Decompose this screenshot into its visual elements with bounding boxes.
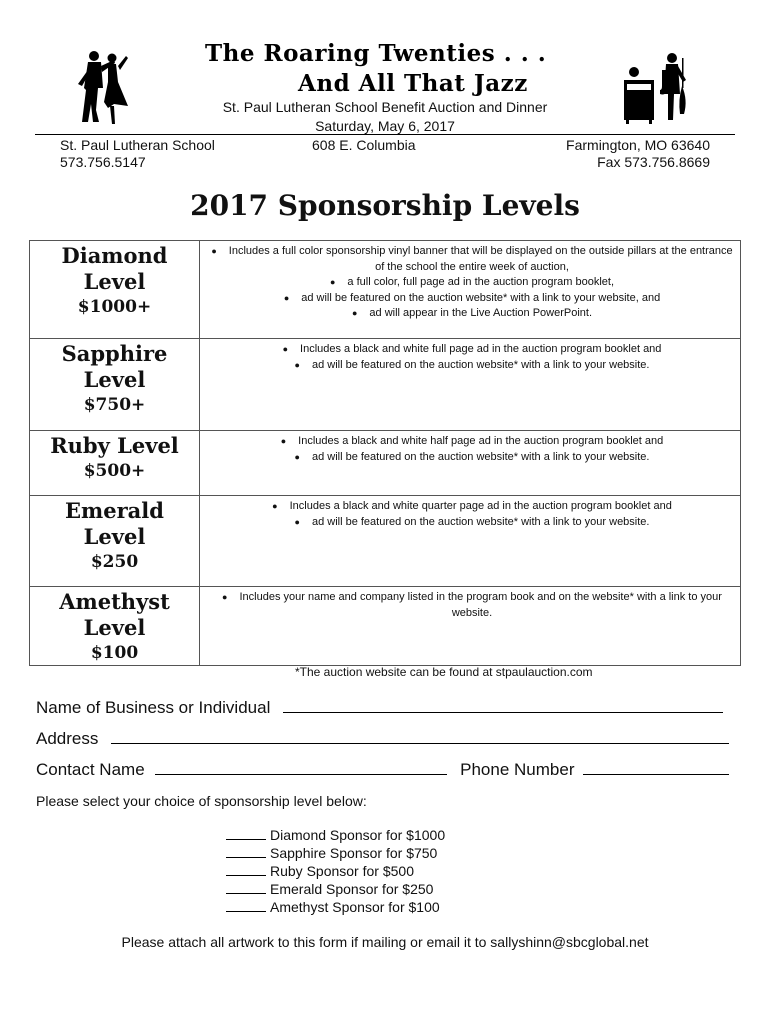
list-item: ● a full color, full page ad in the auction program booklet, bbox=[329, 276, 615, 288]
choice-blank[interactable] bbox=[226, 839, 266, 840]
table-row bbox=[30, 496, 741, 587]
dancing-couple-icon bbox=[74, 48, 130, 126]
page-title: 2017 Sponsorship Levels bbox=[190, 189, 580, 222]
sponsor-choice-ruby[interactable]: Ruby Sponsor for $500 bbox=[226, 862, 445, 880]
footer-instructions: Please attach all artwork to this form if mailing or email it to sallyshinn@sbcglobal.net bbox=[121, 934, 649, 950]
school-city: Farmington, MO 63640 bbox=[566, 137, 710, 153]
level-description bbox=[200, 339, 741, 431]
level-name: Diamond Level bbox=[61, 243, 168, 294]
list-item: ● Includes a full color sponsorship vinyl banner that will be displayed on the outside pillars at the entrance of the school the entire week of auction, bbox=[211, 245, 733, 273]
table-row bbox=[30, 339, 741, 431]
phone-line[interactable] bbox=[583, 773, 729, 775]
level-name: Amethyst Level bbox=[59, 589, 170, 640]
list-item: ● Includes a black and white half page ad in the auction program booklet and bbox=[280, 435, 664, 447]
choice-blank[interactable] bbox=[226, 893, 266, 894]
level-price: $750+ bbox=[83, 395, 146, 415]
address-label: Address bbox=[36, 729, 99, 748]
level-description bbox=[200, 431, 741, 496]
event-title-line2: And All That Jazz bbox=[298, 70, 528, 97]
choice-blank[interactable] bbox=[226, 911, 266, 912]
contact-name-line[interactable] bbox=[155, 773, 447, 775]
address-line[interactable] bbox=[111, 742, 729, 744]
list-item: ● ad will appear in the Live Auction PowerPoint. bbox=[351, 307, 592, 319]
sponsor-choice-list bbox=[226, 826, 445, 916]
website-note: *The auction website can be found at stpaulauction.com bbox=[295, 665, 593, 679]
sponsor-choice-amethyst[interactable]: Amethyst Sponsor for $100 bbox=[226, 898, 445, 916]
sponsorship-levels-table bbox=[29, 240, 741, 666]
list-item: ● ad will be featured on the auction website* with a link to your website. bbox=[294, 515, 650, 528]
list-item: ● ad will be featured on the auction website* with a link to your website. bbox=[294, 358, 650, 371]
level-description bbox=[200, 241, 741, 339]
business-name-label: Name of Business or Individual bbox=[36, 698, 271, 717]
level-name: Sapphire Level bbox=[61, 341, 168, 392]
list-item: ● Includes a black and white quarter page ad in the auction program booklet and bbox=[272, 500, 672, 512]
table-row bbox=[30, 431, 741, 496]
choice-blank[interactable] bbox=[226, 875, 266, 876]
school-fax: Fax 573.756.8669 bbox=[597, 154, 710, 170]
table-row bbox=[30, 587, 741, 666]
header-divider bbox=[35, 134, 735, 135]
level-cell bbox=[30, 241, 200, 339]
level-cell bbox=[30, 587, 200, 666]
business-name-field[interactable] bbox=[36, 698, 723, 718]
phone-label: Phone Number bbox=[460, 760, 575, 779]
address-field[interactable] bbox=[36, 729, 729, 749]
contact-name-label: Contact Name bbox=[36, 760, 145, 779]
event-subtitle: St. Paul Lutheran School Benefit Auction and Dinner bbox=[222, 99, 548, 115]
table-row bbox=[30, 241, 741, 339]
list-item: ● ad will be featured on the auction website* with a link to your website, and bbox=[283, 291, 661, 304]
event-date: Saturday, May 6, 2017 bbox=[315, 118, 455, 134]
contact-name-field[interactable] bbox=[36, 760, 729, 780]
level-description bbox=[200, 587, 741, 666]
level-price: $250 bbox=[90, 552, 139, 572]
list-item: ● Includes your name and company listed in the program book and on the website* with a link to your website. bbox=[222, 591, 722, 619]
level-cell bbox=[30, 339, 200, 431]
level-cell bbox=[30, 431, 200, 496]
sponsor-choice-sapphire[interactable]: Sapphire Sponsor for $750 bbox=[226, 844, 445, 862]
level-description bbox=[200, 496, 741, 587]
school-name: St. Paul Lutheran School bbox=[60, 137, 215, 153]
school-street: 608 E. Columbia bbox=[312, 137, 416, 153]
level-price: $100 bbox=[90, 643, 139, 663]
level-name: Ruby Level bbox=[50, 433, 179, 458]
list-item: ● ad will be featured on the auction website* with a link to your website. bbox=[294, 450, 650, 463]
jazz-band-icon bbox=[622, 50, 688, 124]
list-item: ● Includes a black and white full page ad in the auction program booklet and bbox=[282, 343, 662, 355]
business-name-line[interactable] bbox=[283, 711, 723, 713]
level-price: $1000+ bbox=[77, 297, 152, 317]
sponsor-choice-diamond[interactable]: Diamond Sponsor for $1000 bbox=[226, 826, 445, 844]
school-phone: 573.756.5147 bbox=[60, 154, 146, 170]
level-cell bbox=[30, 496, 200, 587]
event-title-line1: The Roaring Twenties . . . bbox=[205, 40, 547, 67]
select-prompt: Please select your choice of sponsorship level below: bbox=[36, 793, 367, 809]
level-name: Emerald Level bbox=[65, 498, 164, 549]
level-price: $500+ bbox=[83, 461, 146, 481]
sponsor-choice-emerald[interactable]: Emerald Sponsor for $250 bbox=[226, 880, 445, 898]
choice-blank[interactable] bbox=[226, 857, 266, 858]
